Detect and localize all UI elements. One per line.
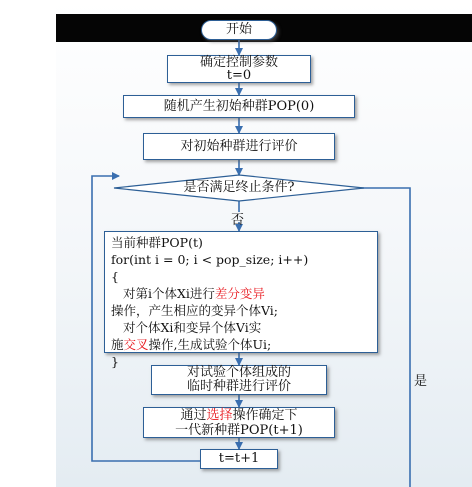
init-params-box [167, 55, 311, 83]
no-label: 否 [231, 213, 245, 228]
loop-line-produce-mutant: 操作，产生相应的变异个体Vi; [111, 303, 279, 318]
evaluate-init-label: 对初始种群进行评价 [180, 138, 298, 154]
select-line1 [180, 408, 297, 423]
loop-line-for: for(int i = 0; i < pop_size; i++) [111, 252, 309, 267]
loop-line-crossover-2 [111, 336, 371, 353]
init-line1: 确定控制参数 [199, 55, 278, 70]
init-line2: t=0 [226, 68, 252, 83]
start-node [201, 20, 277, 40]
mutation-crossover-loop-box [104, 231, 378, 369]
start-label: 开始 [225, 22, 252, 37]
decision-label: 是否满足终止条件? [183, 180, 295, 195]
loop-line-close-brace: } [111, 354, 119, 369]
loop-line-crossover-1: 对个体Xi和变异个体Vi实 [123, 320, 262, 335]
mutation-keyword: 差分变异 [214, 286, 265, 301]
crossover-suffix: 操作,生成试验个体Ui; [148, 337, 272, 352]
mutation-text: 对第i个体Xi进行 [123, 286, 215, 301]
evaluate-trial-box [151, 365, 327, 395]
loop-line-open-brace: { [111, 269, 119, 284]
select-prefix: 通过 [180, 407, 207, 423]
eval-trial-line1: 对试验个体组成的 [186, 365, 291, 380]
increment-box [200, 449, 278, 469]
increment-label: t=t+1 [218, 451, 260, 466]
generate-population-box [123, 95, 355, 118]
generate-label: 随机产生初始种群POP(0) [163, 98, 315, 114]
select-keyword: 选择 [206, 407, 233, 423]
loop-line-current-pop: 当前种群POP(t) [111, 235, 203, 250]
select-line2: 一代新种群POP(t+1) [175, 422, 303, 438]
selection-box [143, 407, 335, 438]
crossover-keyword: 交叉 [123, 337, 149, 352]
evaluate-initial-box [143, 133, 335, 160]
yes-label: 是 [414, 374, 428, 389]
select-suffix: 操作确定下 [232, 407, 298, 423]
crossover-prefix: 施 [111, 337, 124, 352]
eval-trial-line2: 临时种群进行评价 [186, 379, 291, 394]
loop-line-mutation [111, 285, 371, 302]
